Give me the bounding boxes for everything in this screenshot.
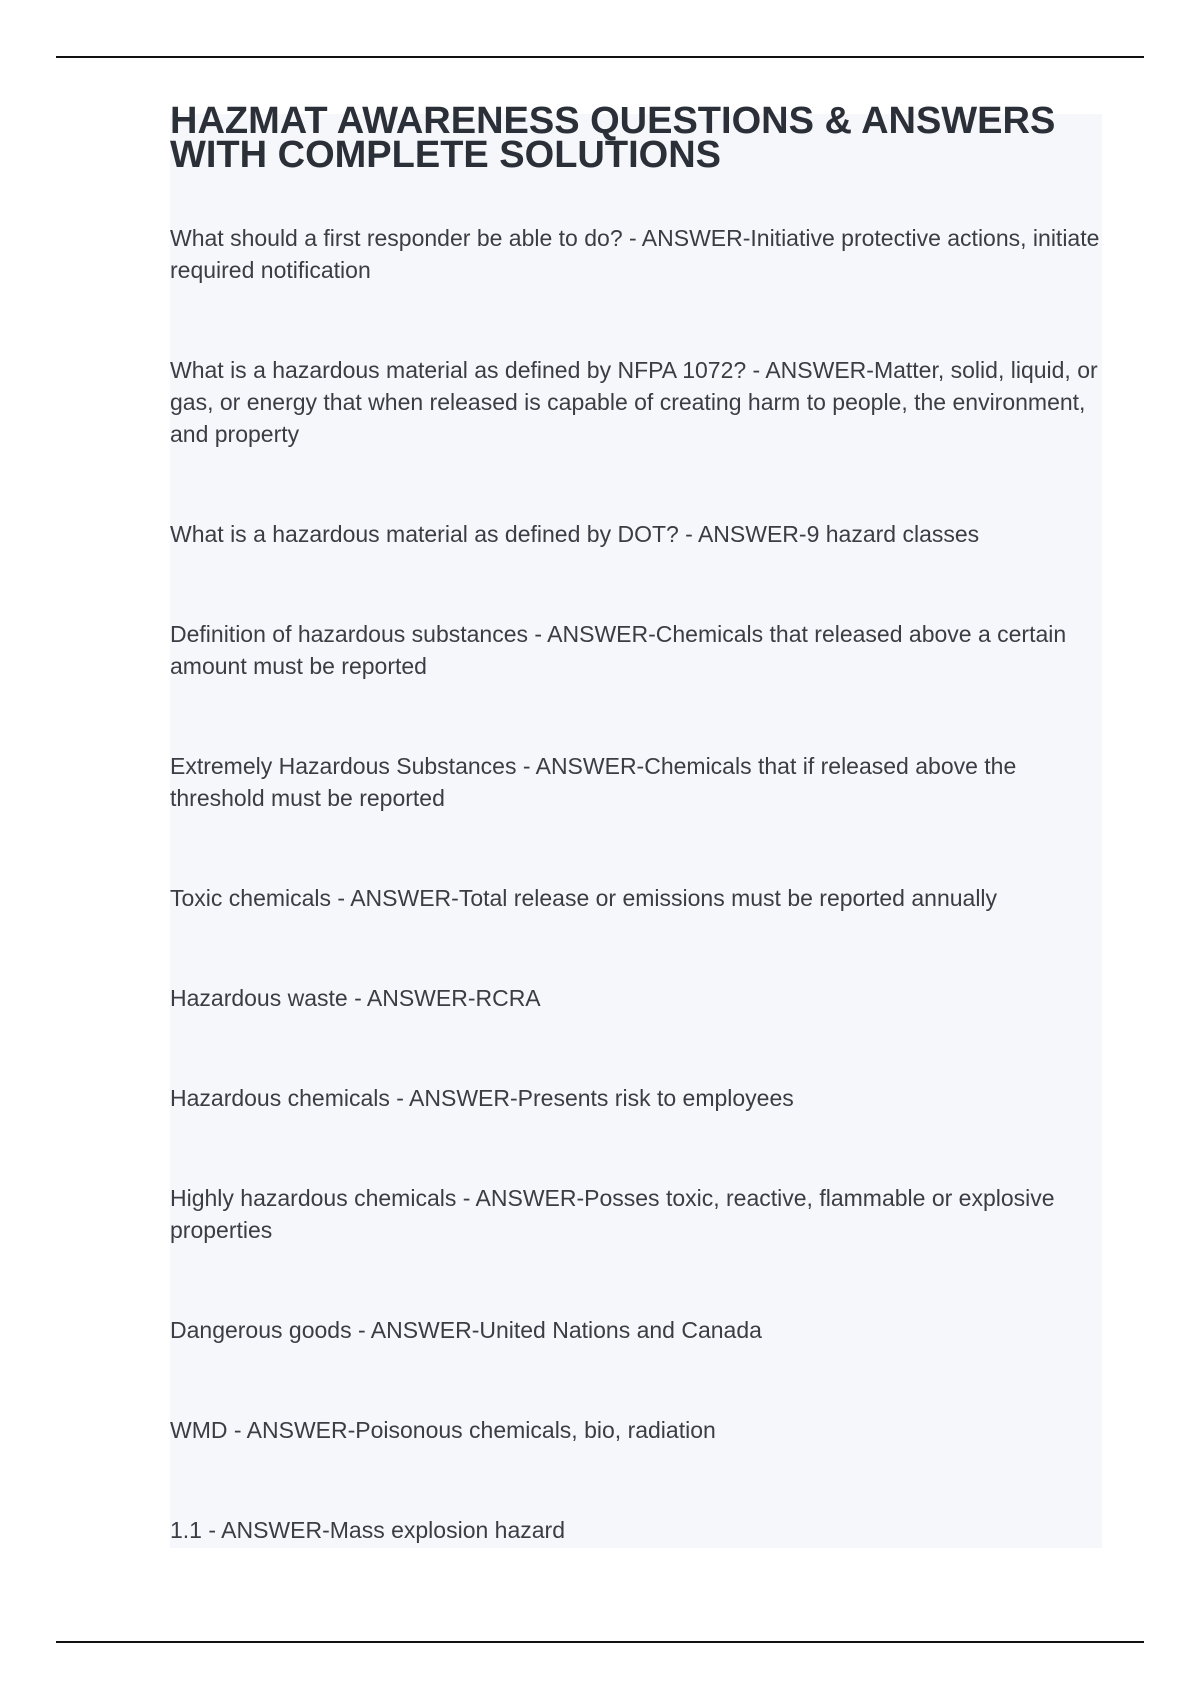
qa-item: What should a first responder be able to do? - ANSWER-Initiative protective actions, initiate required notification [170, 225, 1100, 283]
qa-item: Extremely Hazardous Substances - ANSWER-Chemicals that if released above the threshold must be reported [170, 753, 1017, 811]
header-rule [56, 56, 1144, 58]
qa-item: Toxic chemicals - ANSWER-Total release or emissions must be reported annually [170, 885, 998, 911]
qa-item: Hazardous chemicals - ANSWER-Presents risk to employees [170, 1085, 794, 1111]
document-title: HAZMAT AWARENESS QUESTIONS & ANSWERS WITH COMPLETE SOLUTIONS [170, 100, 1056, 176]
qa-item: Definition of hazardous substances - ANSWER-Chemicals that released above a certain amount must be reported [170, 621, 1067, 679]
qa-list [170, 222, 1100, 1546]
qa-item: What is a hazardous material as defined by NFPA 1072? - ANSWER-Matter, solid, liquid, or gas, or energy that when released is capable of creating harm to people, the environment, and property [170, 357, 1098, 447]
qa-item: Hazardous waste - ANSWER-RCRA [170, 985, 541, 1011]
qa-item: WMD - ANSWER-Poisonous chemicals, bio, radiation [170, 1417, 716, 1443]
qa-item: 1.1 - ANSWER-Mass explosion hazard [170, 1517, 565, 1543]
qa-item: What is a hazardous material as defined by DOT? - ANSWER-9 hazard classes [170, 521, 980, 547]
footer-rule [56, 1641, 1144, 1643]
qa-item: Dangerous goods - ANSWER-United Nations and Canada [170, 1317, 762, 1343]
qa-item: Highly hazardous chemicals - ANSWER-Posses toxic, reactive, flammable or explosive properties [170, 1185, 1055, 1243]
